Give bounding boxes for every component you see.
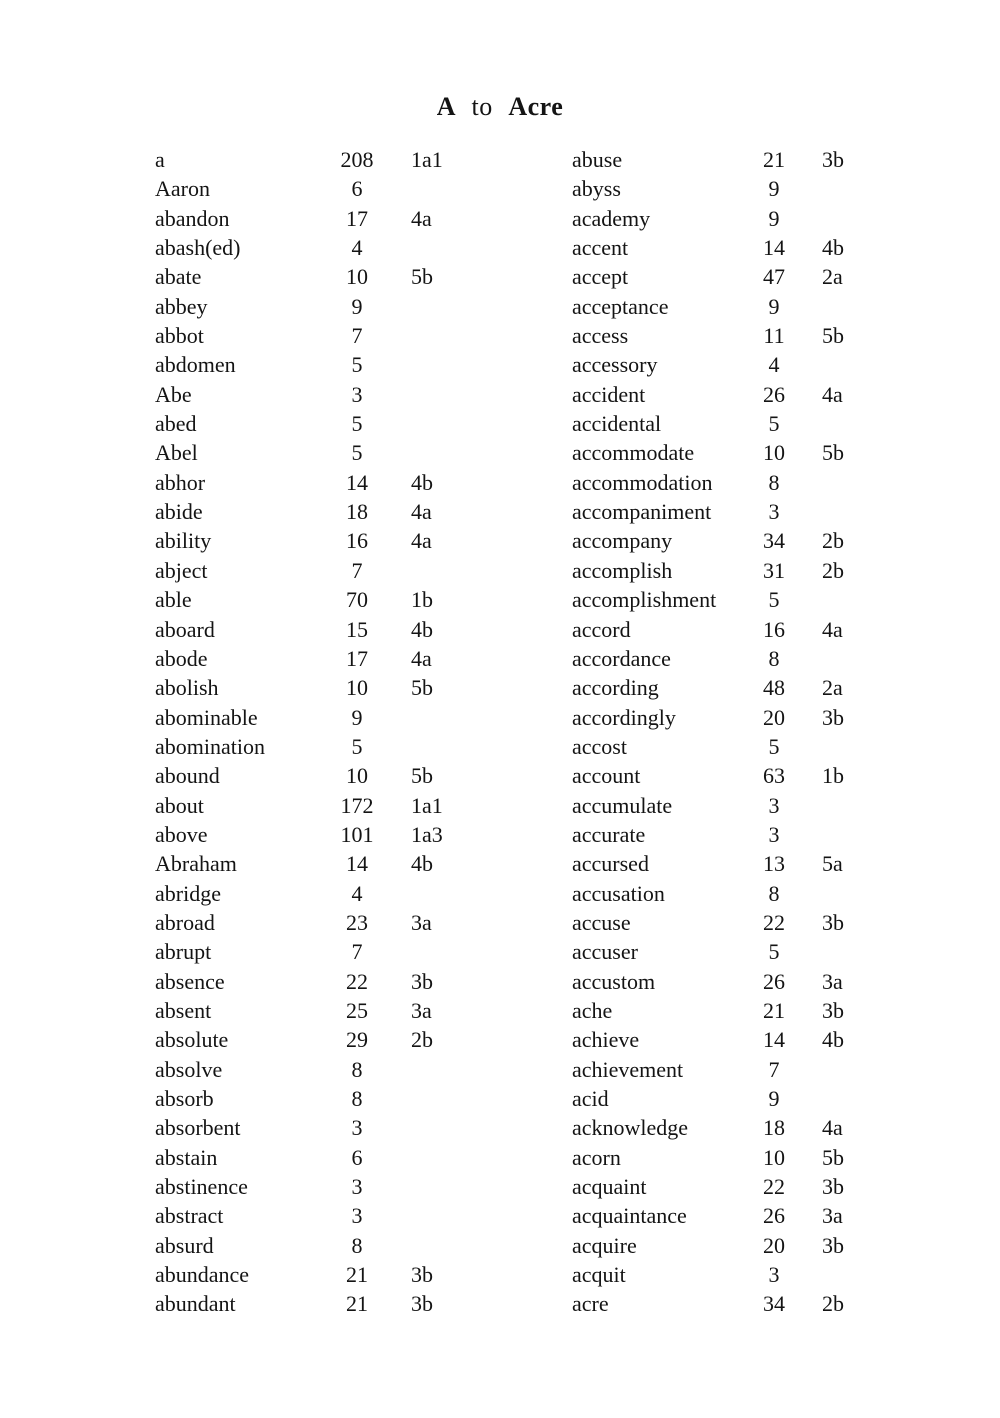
entry-count: 23	[346, 909, 368, 935]
entry-word: accord	[572, 616, 631, 642]
entry-count: 18	[346, 499, 368, 525]
entry-count: 208	[340, 147, 374, 172]
entry-word: abolish	[155, 675, 219, 701]
entry-word: abbot	[155, 323, 204, 349]
entry-word: abridge	[155, 880, 221, 906]
entry-word: aboard	[155, 616, 215, 642]
entry-level: 3b	[822, 704, 844, 730]
entry-level: 2a	[822, 675, 843, 701]
entry-level: 2b	[822, 557, 844, 583]
entry-count: 5	[768, 939, 780, 965]
entry-count: 7	[351, 939, 363, 965]
entry-word: abject	[155, 557, 208, 583]
entry-word: academy	[572, 205, 651, 231]
entry-word: Aaron	[155, 176, 210, 202]
entry-count: 47	[763, 264, 785, 290]
entry-count: 10	[346, 675, 368, 701]
entry-level: 3a	[822, 1203, 843, 1229]
entry-count: 34	[763, 528, 785, 554]
entry-count: 14	[763, 235, 785, 261]
entry-word: abode	[155, 645, 208, 671]
entry-word: accordance	[572, 645, 671, 671]
entry-count: 70	[346, 587, 368, 613]
entry-count: 26	[763, 381, 785, 407]
entry-count: 8	[351, 1086, 363, 1111]
entry-count: 9	[768, 1086, 780, 1111]
entry-word: acquaint	[572, 1174, 647, 1200]
title-first: A	[436, 92, 455, 121]
entry-count: 10	[763, 440, 785, 466]
entry-level: 3b	[822, 1174, 844, 1200]
entry-word: abomination	[155, 733, 265, 759]
entry-count: 13	[763, 851, 785, 877]
entry-count: 5	[768, 733, 780, 759]
entry-count: 21	[346, 1262, 368, 1288]
entry-count: 10	[346, 264, 368, 290]
entry-level: 4a	[822, 381, 843, 407]
entry-word: according	[572, 675, 659, 701]
entry-word: abandon	[155, 205, 230, 231]
entry-count: 5	[768, 411, 780, 437]
entry-count: 9	[351, 704, 363, 730]
entry-count: 20	[763, 1232, 785, 1258]
entry-level: 4b	[822, 1027, 844, 1053]
entry-count: 16	[346, 528, 368, 554]
entry-count: 9	[768, 176, 780, 202]
entry-count: 3	[351, 1174, 363, 1200]
entry-word: abbey	[155, 293, 208, 319]
entry-count: 22	[763, 909, 785, 935]
entry-word: accuser	[572, 939, 638, 965]
entry-level: 3b	[411, 968, 433, 994]
entry-level: 4a	[822, 616, 843, 642]
entry-word: absorb	[155, 1086, 214, 1111]
entry-word: accusation	[572, 880, 665, 906]
entry-level: 4a	[411, 499, 432, 525]
entry-word: abstain	[155, 1144, 218, 1170]
entry-level: 5b	[822, 440, 844, 466]
entry-level: 5b	[822, 1144, 844, 1170]
entry-level: 4a	[822, 1115, 843, 1141]
entry-word: a	[155, 147, 165, 172]
entry-count: 9	[351, 293, 363, 319]
entry-count: 29	[346, 1027, 368, 1053]
entry-word: abstract	[155, 1203, 224, 1229]
entry-word: abuse	[572, 147, 623, 172]
entry-count: 4	[351, 235, 363, 261]
entry-count: 5	[351, 440, 363, 466]
entry-word: account	[572, 763, 641, 789]
entry-count: 6	[351, 176, 363, 202]
entry-count: 26	[763, 968, 785, 994]
entry-word: acre	[572, 1291, 609, 1317]
entry-word: accompany	[572, 528, 673, 554]
entry-level: 1a1	[411, 147, 443, 172]
entry-word: abide	[155, 499, 203, 525]
entry-level: 3b	[822, 997, 844, 1023]
entry-level: 5b	[411, 675, 433, 701]
entry-count: 4	[768, 352, 780, 378]
entry-word: accommodation	[572, 469, 713, 495]
entry-word: acquire	[572, 1232, 637, 1258]
entry-count: 10	[346, 763, 368, 789]
entry-word: accursed	[572, 851, 649, 877]
entry-count: 34	[763, 1291, 785, 1317]
entry-word: accidental	[572, 411, 662, 437]
entry-word: Abel	[155, 440, 198, 466]
entry-count: 10	[763, 1144, 785, 1170]
entry-count: 18	[763, 1115, 785, 1141]
entry-word: Abe	[155, 381, 192, 407]
entry-word: abstinence	[155, 1174, 248, 1200]
entry-level: 5b	[822, 323, 844, 349]
entry-count: 8	[351, 1232, 363, 1258]
entry-word: absent	[155, 997, 212, 1023]
entry-word: accurate	[572, 821, 646, 847]
entry-level: 2b	[411, 1027, 433, 1053]
entry-word: about	[155, 792, 204, 818]
entry-word: acquaintance	[572, 1203, 687, 1229]
entry-word: abound	[155, 763, 220, 789]
entry-word: accompaniment	[572, 499, 712, 525]
page-title	[0, 92, 1000, 122]
entry-word: abhor	[155, 469, 206, 495]
entry-level: 4a	[411, 528, 432, 554]
entry-level: 4b	[411, 616, 433, 642]
entry-count: 101	[340, 821, 374, 847]
entry-level: 5a	[822, 851, 843, 877]
entry-count: 21	[763, 147, 785, 172]
entry-count: 7	[768, 1056, 780, 1082]
entry-level: 1a1	[411, 792, 443, 818]
entry-word: abroad	[155, 909, 215, 935]
entry-count: 14	[346, 469, 368, 495]
entry-level: 5b	[411, 763, 433, 789]
entry-count: 3	[768, 1262, 780, 1288]
entry-level: 5b	[411, 264, 433, 290]
entry-count: 3	[768, 792, 780, 818]
entry-word: accustom	[572, 968, 656, 994]
entry-level: 3a	[411, 909, 432, 935]
entry-word: above	[155, 821, 208, 847]
entry-word: accomplishment	[572, 587, 717, 613]
entry-level: 3b	[822, 147, 844, 172]
entry-word: ability	[155, 528, 212, 554]
entry-count: 7	[351, 557, 363, 583]
entry-level: 3b	[411, 1262, 433, 1288]
entry-word: abash(ed)	[155, 235, 241, 261]
entry-word: accomplish	[572, 557, 673, 583]
entry-word: acquit	[572, 1262, 626, 1288]
entry-count: 7	[351, 323, 363, 349]
entry-count: 6	[351, 1144, 363, 1170]
entry-word: abdomen	[155, 352, 236, 378]
entry-word: acid	[572, 1086, 609, 1111]
entry-count: 14	[763, 1027, 785, 1053]
entry-word: abed	[155, 411, 197, 437]
entry-count: 172	[340, 792, 374, 818]
entry-count: 31	[763, 557, 785, 583]
entry-word: abyss	[572, 176, 621, 202]
entry-word: Abraham	[155, 851, 237, 877]
entry-count: 4	[351, 880, 363, 906]
entry-level: 3b	[411, 1291, 433, 1317]
entry-word: accuse	[572, 909, 631, 935]
entry-count: 21	[763, 997, 785, 1023]
entry-word: access	[572, 323, 629, 349]
entry-word: ache	[572, 997, 613, 1023]
entry-word: acceptance	[572, 293, 669, 319]
entry-level: 3a	[822, 968, 843, 994]
entry-level: 4b	[411, 469, 433, 495]
entry-level: 4b	[411, 851, 433, 877]
entry-level: 3b	[822, 909, 844, 935]
entry-count: 22	[763, 1174, 785, 1200]
entry-level: 3b	[822, 1232, 844, 1258]
entry-level: 2b	[822, 528, 844, 554]
entry-count: 5	[768, 587, 780, 613]
entry-count: 63	[763, 763, 785, 789]
entry-count: 3	[351, 1203, 363, 1229]
entry-level: 2a	[822, 264, 843, 290]
entry-word: absolve	[155, 1056, 223, 1082]
entry-count: 3	[768, 499, 780, 525]
entry-word: achievement	[572, 1056, 684, 1082]
entry-level: 1b	[822, 763, 844, 789]
entry-level: 4a	[411, 645, 432, 671]
entry-count: 3	[351, 381, 363, 407]
entry-word: abundant	[155, 1291, 236, 1317]
title-middle: to	[471, 92, 493, 121]
entry-word: abundance	[155, 1262, 250, 1288]
entry-word: accost	[572, 733, 627, 759]
entry-count: 5	[351, 411, 363, 437]
entry-word: achieve	[572, 1027, 640, 1053]
entry-word: absorbent	[155, 1115, 241, 1141]
entry-word: abate	[155, 264, 202, 290]
entry-count: 21	[346, 1291, 368, 1317]
entry-word: absolute	[155, 1027, 229, 1053]
entry-count: 5	[351, 352, 363, 378]
entry-count: 8	[768, 645, 780, 671]
entry-count: 16	[763, 616, 785, 642]
entry-word: able	[155, 587, 192, 613]
entry-count: 48	[763, 675, 785, 701]
entry-count: 17	[346, 205, 368, 231]
entry-word: accident	[572, 381, 646, 407]
entry-word: accordingly	[572, 704, 676, 730]
entry-level: 4a	[411, 205, 432, 231]
entry-level: 3a	[411, 997, 432, 1023]
entry-count: 11	[763, 323, 785, 349]
entry-count: 5	[351, 733, 363, 759]
entry-count: 14	[346, 851, 368, 877]
entry-count: 9	[768, 205, 780, 231]
entry-count: 22	[346, 968, 368, 994]
title-last: Acre	[508, 92, 564, 121]
entry-count: 3	[768, 821, 780, 847]
entry-level: 4b	[822, 235, 844, 261]
entry-word: acknowledge	[572, 1115, 689, 1141]
entry-word: accommodate	[572, 440, 695, 466]
entry-count: 15	[346, 616, 368, 642]
entry-level: 1b	[411, 587, 433, 613]
entry-count: 26	[763, 1203, 785, 1229]
entry-word: accept	[572, 264, 629, 290]
entry-count: 9	[768, 293, 780, 319]
entry-count: 3	[351, 1115, 363, 1141]
entry-count: 8	[768, 469, 780, 495]
entry-level: 1a3	[411, 821, 443, 847]
entry-level: 2b	[822, 1291, 844, 1317]
entry-count: 17	[346, 645, 368, 671]
entry-word: abominable	[155, 704, 258, 730]
entry-count: 20	[763, 704, 785, 730]
entry-count: 8	[351, 1056, 363, 1082]
entry-word: absurd	[155, 1232, 214, 1258]
entry-word: accessory	[572, 352, 658, 378]
entry-word: acorn	[572, 1144, 621, 1170]
entry-word: abrupt	[155, 939, 212, 965]
entry-word: absence	[155, 968, 225, 994]
entry-word: accumulate	[572, 792, 673, 818]
entry-word: accent	[572, 235, 629, 261]
entry-count: 25	[346, 997, 368, 1023]
entry-count: 8	[768, 880, 780, 906]
